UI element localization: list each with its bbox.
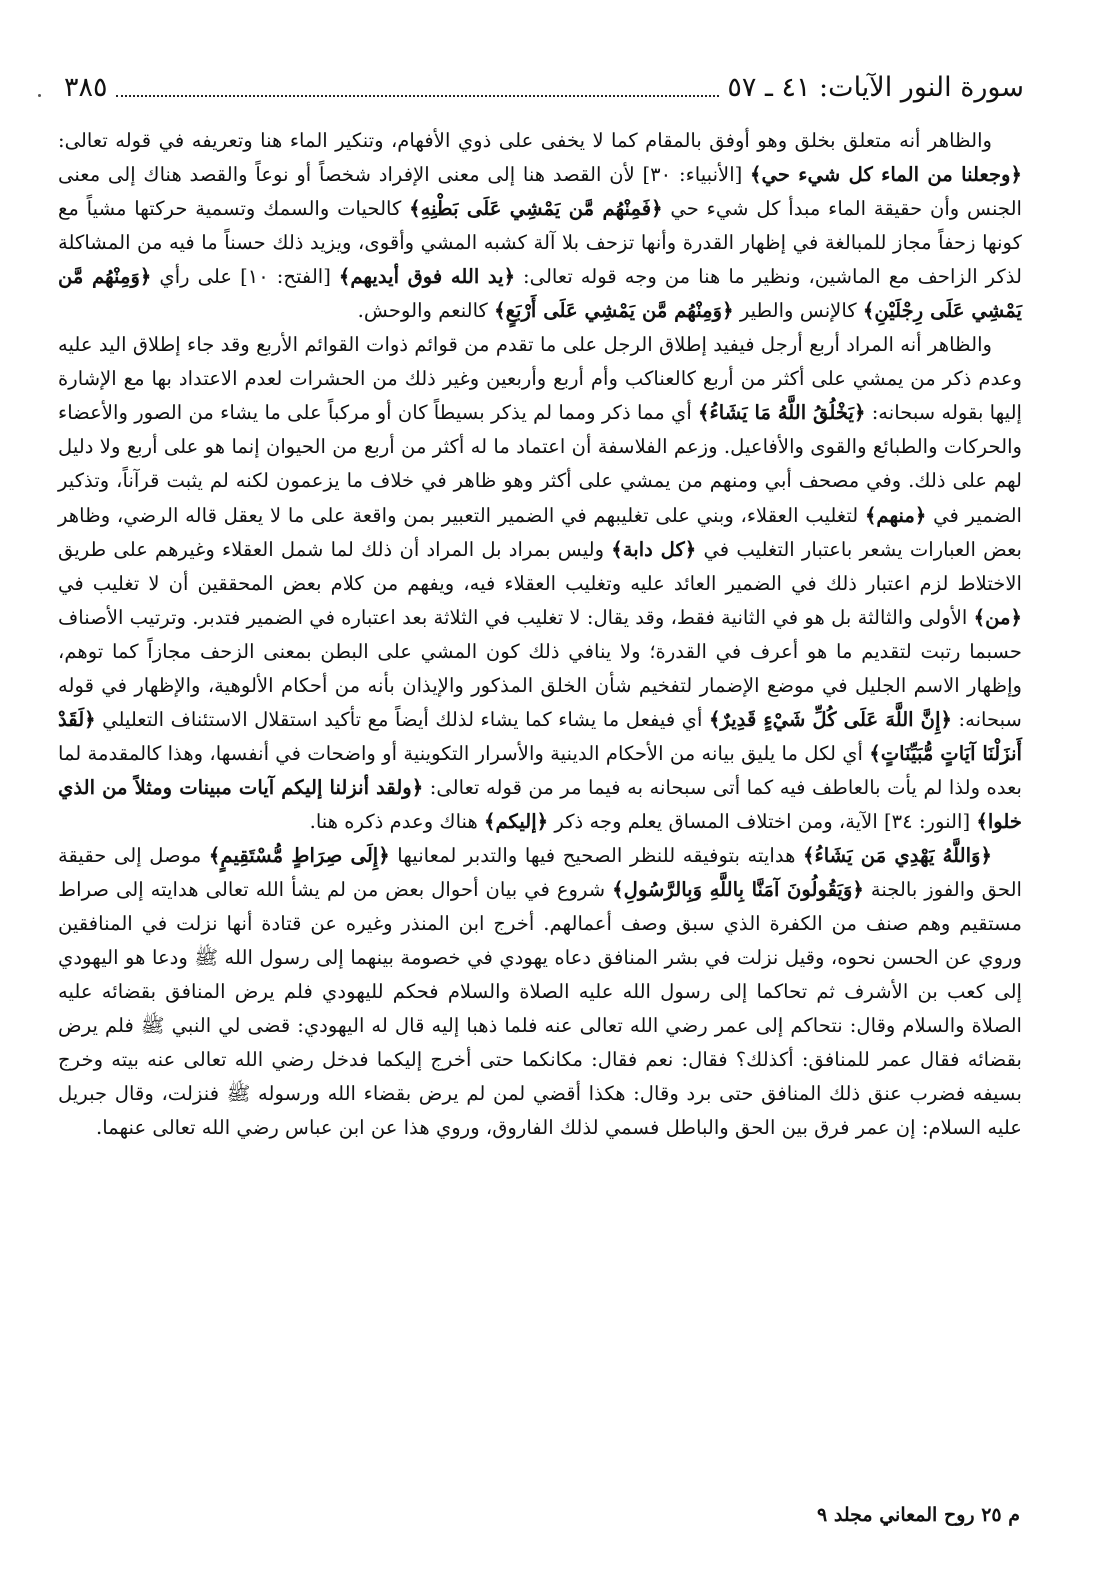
- paragraph: [58, 328, 1022, 839]
- quran-quote: ﴿يَخْلُقُ اللَّهُ مَا يَشَاءُ﴾: [698, 401, 866, 425]
- quran-quote: ﴿فَمِنْهُم مَّن يَمْشِي عَلَى بَطْنِهِ﴾: [409, 197, 663, 221]
- quran-quote: ﴿وَمِنْهُم مَّن يَمْشِي عَلَى أَرْبَعٍ﴾: [494, 299, 734, 323]
- paragraph-text: لتغليب العقلاء، وبني على تغليبهم في الضمير التعبير بمن واقعة على ما لا يعقل قاله الرضي، وظاهر بعض العبارات يشعر باعتبار التغليب في: [58, 503, 1022, 561]
- paragraph-text: أي فيفعل ما يشاء كما يشاء لذلك أيضاً مع تأكيد استقلال الاستئناف التعليلي: [95, 707, 709, 731]
- paragraph-text: كالنعم والوحش.: [357, 299, 495, 323]
- paragraph-text: والظاهر أنه متعلق بخلق وهو أوفق بالمقام كما لا يخفى على ذوي الأفهام، وتنكير الماء هنا وتعريفه في قوله تعالى:: [58, 129, 992, 152]
- paragraph-text: كالإنس والطير: [733, 299, 863, 323]
- paragraph-text: كالحيات والسمك وتسمية حركتها مشياً مع كونها زحفاً مجاز للمبالغة في إظهار القدرة وأنها تزحف بلا آلة كشبه المشي وأقوى، ويزيد ذلك حسناً ما فيه من المشاكلة لذكر الزاحف مع الماشين، ونظير ما هنا من وجه قوله تعالى:: [58, 197, 1023, 289]
- quran-quote: ﴿إليكم﴾: [484, 809, 549, 833]
- quran-quote: ﴿ولقد أنزلنا إليكم آيات مبينات ومثلاً من الذي خلوا﴾: [58, 775, 1022, 833]
- paragraph-text: أي لكل ما يليق بيانه من الأحكام الدينية والأسرار التكوينية أو واضحات في أنفسها، وهذا كالمقدمة لما بعده ولذا لم يأت بالعاطف فيه كما أتى سبحانه به فيما مر من قوله تعالى:: [58, 741, 1023, 799]
- paragraph-text: هناك وعدم ذكره هنا.: [309, 809, 485, 833]
- paragraph-text: هدايته بتوفيقه للنظر الصحيح فيها والتدبر لمعانيها: [389, 843, 804, 867]
- paragraph-text: شروع في بيان أحوال بعض من لم يشأ الله تعالى هدايته إلى صراط مستقيم وهم صنف من الكفرة الذي سبق وصف أعمالهم. أخرج ابن المنذر وغيره عن قتادة أنها نزلت في المنافقين وروي عن الحسن نحوه، وقيل نزلت في بشر المنافق دعاه يهودي في خصومة بينهما إلى رسول الله ﷺ ودعا هو اليهودي إلى كعب بن الأشرف ثم تحاكما إلى رسول الله عليه الصلاة والسلام فحكم لليهودي فلم يرض المنافق بقضائه عليه الصلاة والسلام وقال: نتحاكم إلى عمر رضي الله تعالى عنه فلما ذهبا إليه قال له اليهودي: قضى لي النبي ﷺ فلم يرض بقضائه فقال عمر للمنافق: أكذلك؟ فقال: نعم فقال: مكانكما حتى أخرج إليكما فدخل رضي الله تعالى عنه بيته وخرج بسيفه فضرب عنق ذلك المنافق حتى برد وقال: هكذا أقضي لمن لم يرض بقضاء الله ورسوله ﷺ فنزلت، وقال جبريل عليه السلام: إن عمر فرق بين الحق والباطل فسمي لذلك الفاروق، وروي هذا عن ابن عباس رضي الله تعالى عنهما.: [58, 878, 1022, 1140]
- quran-quote: ﴿وَمِنْهُم مَّن يَمْشِي عَلَى رِجْلَيْنِ﴾: [58, 265, 1022, 323]
- page-body: [58, 124, 1022, 1145]
- scan-speck: [38, 94, 41, 97]
- quran-quote: ﴿وَيَقُولُونَ آمَنَّا بِاللَّهِ وَبِالرَّسُولِ﴾: [612, 878, 864, 902]
- paragraph-text: موصل إلى حقيقة الحق والفوز بالجنة: [58, 843, 1022, 902]
- paragraph-text: وليس بمراد بل المراد أن ذلك لما شمل العقلاء وغيرهم على طريق الاختلاط لزم اعتبار ذلك في الضمير العائد عليه وتغليب العقلاء فيه، ويفهم من كلام بعض المحققين أن لا تغليب في: [58, 537, 1022, 595]
- paragraph: [58, 839, 1022, 1145]
- paragraph-text: أي مما ذكر ومما لم يذكر بسيطاً كان أو مركباً على ما يشاء من الصور والأعضاء والحركات والطبائع والقوى والأفاعيل. وزعم الفلاسفة أن اعتماد ما له أكثر من أربع من الحيوان إنما هو على أربع ولا دليل لهم على ذلك. وفي مصحف أبي ومنهم من يمشي على أكثر وهو ظاهر في خلاف ما يزعمون لكنه لم يثبت قرآناً، وتذكير الضمير في: [58, 401, 1022, 527]
- quran-quote: ﴿كل دابة﴾: [611, 537, 697, 561]
- quran-quote: ﴿إِنَّ اللَّهَ عَلَى كُلِّ شَيْءٍ قَدِيرٌ﴾: [708, 707, 952, 731]
- header-leader-dots: [116, 95, 720, 97]
- paragraph: [58, 124, 1022, 328]
- paragraph-text: والظاهر أنه المراد أربع أرجل فيفيد إطلاق الرجل على ما تقدم من قوائم ذوات القوائم الأربع وقد جاء إطلاق اليد عليه وعدم ذكر من يمشي على أكثر من أربع كالعناكب وأم أربع وأربعين وغير ذلك من الحشرات لعدم الاعتداد بها مع الإشارة إليها بقوله سبحانه:: [58, 333, 1023, 425]
- header-title: سورة النور الآيات: ٤١ ـ ٥٧: [727, 72, 1024, 103]
- running-header: [64, 62, 1024, 106]
- signature-line: م ٢٥ روح المعاني مجلد ٩: [817, 1504, 1020, 1526]
- quran-quote: ﴿منهم﴾: [864, 503, 927, 527]
- paragraph-text: [الفتح: ١٠] على رأي: [151, 265, 339, 289]
- quran-quote: ﴿من﴾: [973, 605, 1022, 629]
- paragraph-text: [الأنبياء: ٣٠] لأن القصد هنا إلى معنى الإفراد شخصاً أو نوعاً والقصد هناك إلى معنى الجنس وأن حقيقة الماء مبدأ كل شيء حي: [58, 163, 1022, 221]
- quran-quote: ﴿يد الله فوق أيديهم﴾: [338, 265, 516, 289]
- quran-quote: ﴿لَقَدْ أَنزَلْنَا آيَاتٍ مُّبَيِّنَاتٍ﴾: [58, 707, 1022, 765]
- quran-quote: ﴿وجعلنا من الماء كل شيء حي﴾: [750, 163, 1023, 187]
- page-number: ٣٨٥: [64, 72, 108, 103]
- paragraph-text: [النور: ٣٤] الآية، ومن اختلاف المساق يعلم وجه ذكر: [548, 809, 977, 833]
- quran-quote: ﴿إِلَى صِرَاطٍ مُّسْتَقِيمٍ﴾: [208, 843, 390, 867]
- paragraph-text: الأولى والثالثة بل هو في الثانية فقط، وقد يقال: لا تغليب في الثلاثة بعد اعتباره في الضمير فتدبر. وترتيب الأصناف حسبما رتبت لتقديم ما هو أعرف في القدرة؛ ولا ينافي ذلك كون المشي على البطن بمعنى الزحف مجازاً كما توهم، وإظهار الاسم الجليل في موضع الإضمار لتفخيم شأن الخلق المذكور والإيذان بأنه من أحكام الألوهية، والإظهار في قوله سبحانه:: [58, 605, 1023, 731]
- quran-quote: ﴿وَاللَّهُ يَهْدِي مَن يَشَاءُ﴾: [803, 843, 992, 867]
